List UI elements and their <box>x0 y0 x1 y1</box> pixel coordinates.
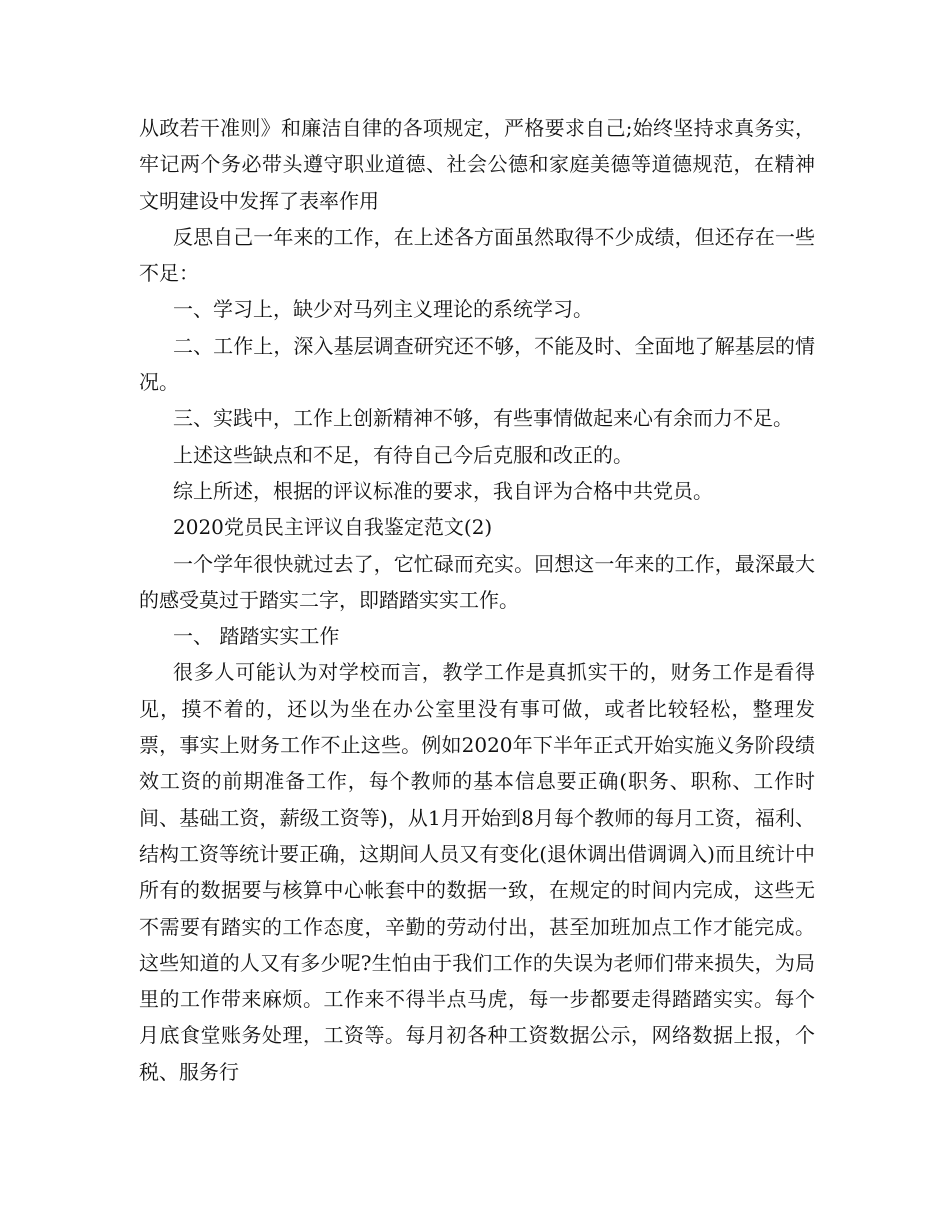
document-body <box>139 110 815 1090</box>
paragraph-continuation: 从政若干准则》和廉洁自律的各项规定，严格要求自己;始终坚持求真务实，牢记两个务必带头遵守职业道德、社会公德和家庭美德等道德规范，在精神文明建设中发挥了表率作用 <box>139 116 815 213</box>
section-heading-work: 一、 踏踏实实工作 <box>173 624 340 649</box>
paragraph-conclusion: 综上所述，根据的评议标准的要求，我自评为合格中共党员。 <box>173 478 713 503</box>
list-item-practice: 三、实践中，工作上创新精神不够，有些事情做起来心有余而力不足。 <box>173 406 793 431</box>
paragraph-reflection: 反思自己一年来的工作，在上述各方面虽然取得不少成绩，但还存在一些不足： <box>139 224 815 286</box>
list-item-work: 二、工作上，深入基层调查研究还不够，不能及时、全面地了解基层的情况。 <box>139 333 815 395</box>
paragraph-intro: 一个学年很快就过去了，它忙碌而充实。回想这一年来的工作，最深最大的感受莫过于踏实二字，即踏踏实实工作。 <box>139 551 815 612</box>
section-title: 2020党员民主评议自我鉴定范文(2) <box>173 515 493 540</box>
list-item-study: 一、学习上，缺少对马列主义理论的系统学习。 <box>173 297 593 322</box>
paragraph-finance-work: 很多人可能认为对学校而言，教学工作是真抓实干的，财务工作是看得见，摸不着的，还以为坐在办公室里没有事可做，或者比较轻松，整理发票，事实上财务工作不止这些。例如2020年下半年正式开始实施义务阶段绩效工资的前期准备工作，每个教师的基本信息要正确(职务、职称、工作时间、基础工资，薪级工资等)，从1月开始到8月每个教师的每月工资，福利、结构工资等统计要正确，这期间人员又有变化(退休调出借调调入)而且统计中所有的数据要与核算中心帐套中的数据一致，在规定的时间内完成，这些无不需要有踏实的工作态度，辛勤的劳动付出，甚至加班加点工作才能完成。这些知道的人又有多少呢?生怕由于我们工作的失误为老师们带来损失，为局里的工作带来麻烦。工作来不得半点马虎，每一步都要走得踏踏实实。每个月底食堂账务处理，工资等。每月初各种工资数据公示，网络数据上报，个税、服务行 <box>139 660 815 1084</box>
paragraph-shortcomings: 上述这些缺点和不足，有待自己今后克服和改正的。 <box>173 442 633 467</box>
